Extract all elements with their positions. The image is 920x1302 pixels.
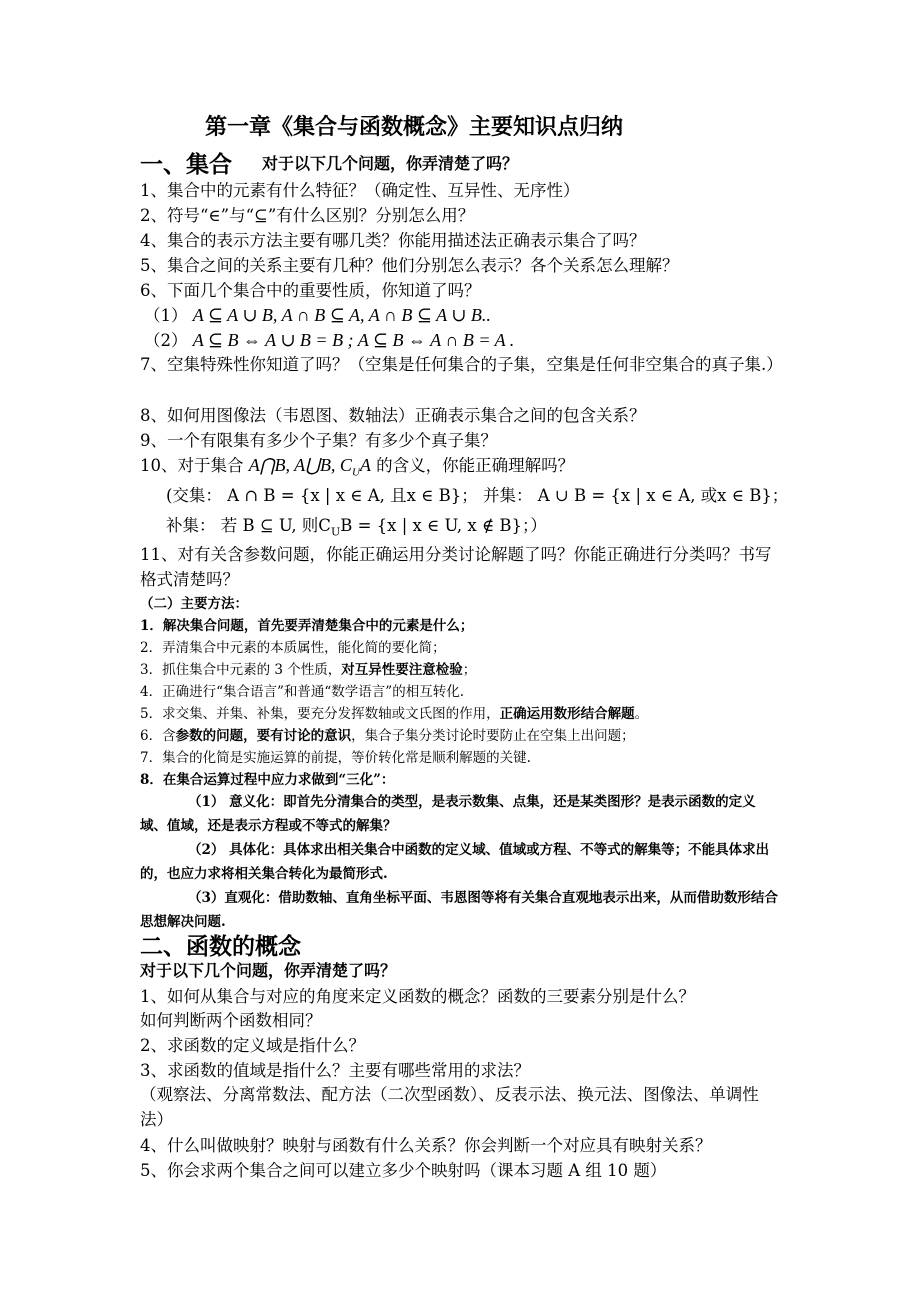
definition-complement-sub: U — [330, 525, 341, 539]
question-5: 5、集合之间的关系主要有几种？他们分别怎么表示？各个关系怎么理解？ — [140, 256, 679, 275]
method-5-a: 5．求交集、并集、补集，要充分发挥数轴或文氏图的作用， — [140, 706, 500, 722]
question-1: 1、集合中的元素有什么特征？（确定性、互异性、无序性） — [140, 181, 580, 200]
method-6-c: ，集合子集分类讨论时要防止在空集上出问题； — [351, 728, 635, 744]
method-6-a: 6．含 — [140, 728, 176, 744]
method-7: 7．集合的化简是实施运算的前提，等价转化常是顺利解题的关键. — [140, 750, 531, 766]
method-2: 2．弄清集合中元素的本质属性，能化简的要化简； — [140, 640, 446, 656]
methods-heading: （二）主要方法： — [140, 596, 248, 612]
section-intro: 对于以下几个问题，你弄清楚了吗？ — [262, 154, 519, 173]
question-10-formula: A⋂B, A⋃B, C — [248, 455, 352, 475]
page-title: 第一章《集合与函数概念》主要知识点归纳 — [205, 115, 624, 140]
definition-intersection-union: (交集： A ∩ B = {x | x ∈ A, 且x ∈ B}； 并集： A ∪ B = {x | x ∈ A, 或x ∈ B}； — [166, 486, 789, 505]
property-1-formula: A ⊆ A ∪ B, A ∩ B ⊆ A, A ∩ B ⊆ A ∪ B.. — [192, 305, 491, 325]
three-principles-2: （2） 具体化：具体求出相关集合中函数的定义域、值域或方程、不等式的解集等；不能具体求出的，也应力求将相关集合转化为最简形式. — [140, 842, 770, 882]
three-principles-1: （1） 意义化：即首先分清集合的类型，是表示数集、点集，还是某类图形？是表示函数的定义域、值域，还是表示方程或不等式的解集？ — [140, 794, 756, 834]
method-3-c: ； — [462, 662, 477, 678]
section-2-intro: 对于以下几个问题，你弄清楚了吗？ — [140, 961, 397, 980]
method-4: 4．正确进行“集合语言”和普通“数学语言”的相互转化. — [140, 684, 464, 700]
section-heading-sets: 一、集合 — [140, 152, 232, 178]
property-2 — [144, 327, 514, 351]
function-question-2: 2、求函数的定义域是指什么？ — [140, 1036, 365, 1055]
method-5-bold: 正确运用数形结合解题 — [499, 706, 635, 722]
question-6: 6、下面几个集合中的重要性质，你知道了吗？ — [140, 281, 481, 300]
property-2-formula: A ⊆ B ⇔ A ∪ B = B ; A ⊆ B ⇔ A ∩ B = A . — [192, 330, 515, 350]
question-7: 7、空集特殊性你知道了吗？（空集是任何集合的子集，空集是任何非空集合的真子集.） — [140, 355, 783, 374]
method-3-a: 3．抓住集合中元素的 3 个性质， — [140, 662, 342, 678]
question-4: 4、集合的表示方法主要有哪几类？你能用描述法正确表示集合了吗？ — [140, 231, 646, 250]
function-question-4: 4、什么叫做映射？映射与函数有什么关系？你会判断一个对应具有映射关系？ — [140, 1136, 712, 1155]
method-1: 1．解决集合问题，首先要弄清楚集合中的元素是什么； — [140, 618, 474, 634]
function-question-1-cont: 如何判断两个函数相同？ — [140, 1011, 322, 1030]
method-3-bold: 对互异性要注意检验 — [341, 662, 463, 678]
question-10 — [140, 452, 574, 478]
definition-complement-b: B = {x | x ∈ U, x ∉ B}；） — [340, 516, 547, 535]
three-principles-3: （3）直观化：借助数轴、直角坐标平面、韦恩图等将有关集合直观地表示出来，从而借助数形结合思想解决问题. — [140, 890, 778, 930]
method-6 — [140, 724, 635, 744]
question-10-sub: U — [351, 466, 360, 479]
method-6-bold: 参数的问题，要有讨论的意识 — [175, 728, 352, 744]
function-question-5: 5、你会求两个集合之间可以建立多少个映射吗（课本习题 A 组 10 题） — [140, 1161, 667, 1180]
question-10-text-b: 的含义，你能正确理解吗？ — [376, 456, 575, 475]
question-10-text-a: 10、对于集合 — [140, 456, 244, 475]
question-2: 2、符号“∈”与“⊆”有什么区别？分别怎么用？ — [140, 206, 475, 225]
question-9: 9、一个有限集有多少个子集？有多少个真子集？ — [140, 431, 497, 450]
method-8: 8．在集合运算过程中应力求做到“三化”： — [140, 772, 395, 788]
method-5 — [140, 702, 648, 722]
function-question-3-note: （观察法、分离常数法、配方法（二次型函数）、反表示法、换元法、图像法、单调性法） — [140, 1085, 759, 1129]
property-2-label: （2） — [144, 331, 188, 350]
definition-complement — [166, 512, 547, 538]
method-3 — [140, 658, 476, 678]
property-1 — [144, 302, 491, 326]
method-5-c: 。 — [634, 706, 649, 722]
section-heading-functions: 二、函数的概念 — [140, 934, 301, 960]
property-1-label: （1） — [144, 306, 188, 325]
function-question-3: 3、求函数的值域是指什么？主要有哪些常用的求法？ — [140, 1061, 530, 1080]
question-10-formula-2: A — [359, 455, 371, 475]
question-8: 8、如何用图像法（韦恩图、数轴法）正确表示集合之间的包含关系？ — [140, 406, 646, 425]
function-question-1: 1、如何从集合与对应的角度来定义函数的概念？函数的三要素分别是什么？ — [140, 987, 695, 1006]
question-11: 11、对有关含参数问题，你能正确运用分类讨论解题了吗？你能正确进行分类吗？书写格式清楚吗？ — [140, 545, 772, 589]
definition-complement-a: 补集： 若 B ⊆ U, 则C — [166, 516, 331, 535]
